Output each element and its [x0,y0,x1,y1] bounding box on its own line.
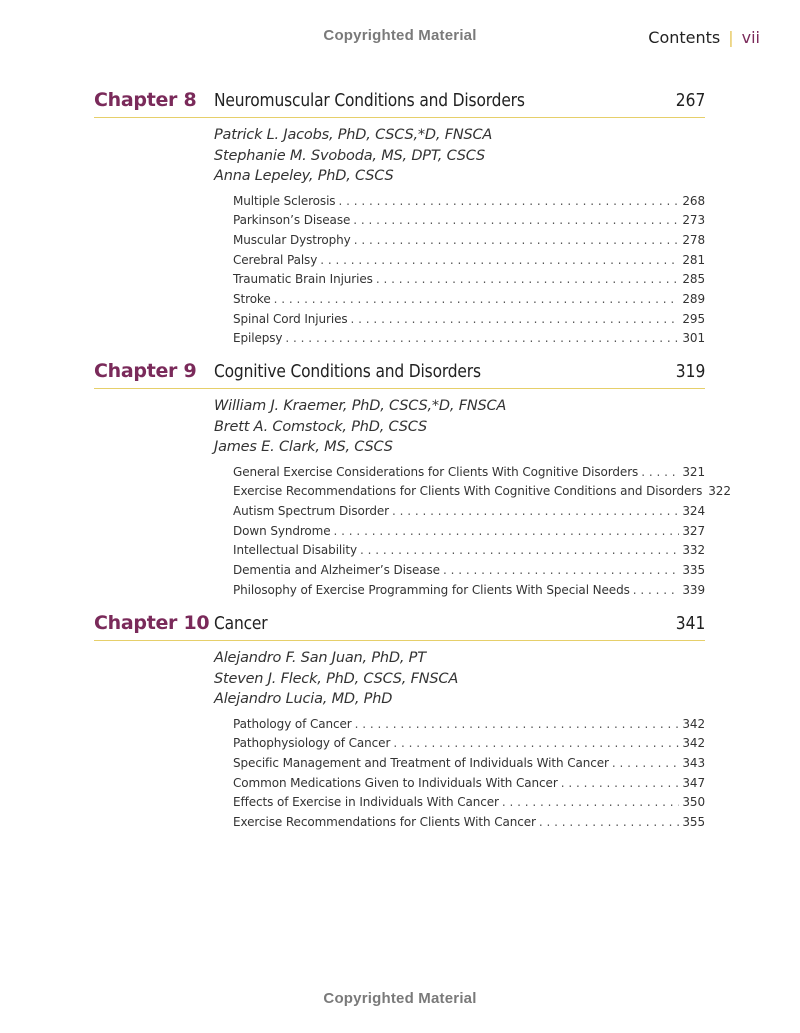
entry-title: Specific Management and Treatment of Individuals With Cancer [233,755,609,770]
entry-page: 332 [682,543,705,558]
dot-leader [353,211,679,231]
toc-entries [233,463,731,601]
copyright-watermark-top: Copyrighted Material [323,27,477,44]
entry-page: 342 [682,736,705,751]
entry-page: 273 [682,213,705,228]
entry-title: Exercise Recommendations for Clients With Cancer [233,815,536,830]
dot-leader [561,774,680,794]
dot-leader [354,231,680,251]
entry-title: Stroke [233,292,271,307]
entry-page: 322 [708,484,731,499]
chapter-page: 267 [675,90,705,111]
toc-entry[interactable] [233,482,731,502]
toc-entry[interactable] [233,463,705,483]
entry-page: 335 [682,563,705,578]
toc-entry[interactable] [233,251,705,271]
page-number: vii [741,28,760,47]
chapter-page: 341 [675,613,705,634]
chapter-10 [94,612,705,833]
author: Anna Lepeley, PhD, CSCS [214,168,394,184]
running-head-separator: | [728,28,734,47]
entry-page: 281 [682,252,705,267]
entry-title: Intellectual Disability [233,543,357,558]
entry-page: 342 [682,716,705,731]
entry-page: 301 [682,331,705,346]
entry-page: 339 [682,582,705,597]
entry-page: 278 [682,232,705,247]
toc-entry[interactable] [233,290,705,310]
copyright-watermark-bottom: Copyrighted Material [323,990,477,1007]
entry-page: 321 [682,464,705,479]
toc-entry[interactable] [233,715,705,735]
dot-leader [443,561,679,581]
author-list [214,125,705,187]
entry-page: 268 [682,193,705,208]
author: Steven J. Fleck, PhD, CSCS, FNSCA [214,670,459,687]
toc-entry[interactable] [233,561,705,581]
author: Patrick L. Jacobs, PhD, CSCS,*D, FNSCA [214,127,493,143]
dot-leader [355,715,680,735]
entry-title: Epilepsy [233,331,283,346]
entry-page: 285 [682,272,705,287]
dot-leader [334,522,680,542]
chapter-label: Chapter 9 [94,360,197,382]
entry-title: Down Syndrome [233,523,331,538]
entry-title: Pathophysiology of Cancer [233,736,391,751]
entry-title: Autism Spectrum Disorder [233,503,389,518]
entry-page: 350 [682,795,705,810]
toc-entry[interactable] [233,774,705,794]
dot-leader [393,734,679,754]
author: Stephanie M. Svoboda, MS, DPT, CSCS [214,147,485,164]
author: James E. Clark, MS, CSCS [214,439,393,455]
toc-entry[interactable] [233,231,705,251]
entry-title: Traumatic Brain Injuries [233,272,373,287]
dot-leader [274,290,680,310]
author-list [214,648,705,710]
dot-leader [320,251,679,271]
chapter-title[interactable]: Cognitive Conditions and Disorders [214,361,481,382]
entry-title: Multiple Sclerosis [233,193,336,208]
entry-page: 324 [682,503,705,518]
chapter-heading [94,89,705,118]
toc-entry[interactable] [233,310,705,330]
entry-title: Exercise Recommendations for Clients With Cognitive Conditions and Disorders [233,484,703,499]
dot-leader [392,502,679,522]
toc-entry[interactable] [233,192,705,212]
chapter-heading [94,612,705,641]
chapter-9 [94,360,731,600]
entry-title: Dementia and Alzheimer’s Disease [233,563,440,578]
entry-page: 355 [682,815,705,830]
running-head-label: Contents [648,28,721,47]
dot-leader [351,310,680,330]
dot-leader [539,813,679,833]
dot-leader [338,192,679,212]
author: Alejandro F. San Juan, PhD, PT [214,650,426,666]
toc-entry[interactable] [233,793,705,813]
dot-leader [633,581,680,601]
toc-entries [233,192,705,350]
chapter-label: Chapter 10 [94,612,210,634]
entry-title: Cerebral Palsy [233,252,318,267]
toc-entry[interactable] [233,541,705,561]
author: Brett A. Comstock, PhD, CSCS [214,418,427,435]
dot-leader [612,754,680,774]
entry-page: 327 [682,523,705,538]
entry-title: Parkinson’s Disease [233,213,351,228]
author: William J. Kraemer, PhD, CSCS,*D, FNSCA [214,398,507,414]
dot-leader [641,463,679,483]
toc-entry[interactable] [233,734,705,754]
toc-entry[interactable] [233,270,705,290]
chapter-label: Chapter 8 [94,89,197,111]
chapter-page: 319 [675,361,705,382]
chapter-8 [94,89,705,349]
dot-leader [376,270,680,290]
toc-entry[interactable] [233,329,705,349]
entry-page: 343 [682,755,705,770]
author: Alejandro Lucia, MD, PhD [214,691,393,707]
entry-title: Effects of Exercise in Individuals With Cancer [233,795,499,810]
toc-entry[interactable] [233,754,705,774]
entry-title: Muscular Dystrophy [233,232,351,247]
toc-entry[interactable] [233,581,705,601]
toc-entry[interactable] [233,502,705,522]
chapter-title[interactable]: Cancer [214,613,268,634]
toc-entries [233,715,705,833]
chapter-heading [94,360,705,389]
dot-leader [285,329,679,349]
entry-title: Pathology of Cancer [233,716,352,731]
entry-title: Common Medications Given to Individuals With Cancer [233,775,558,790]
chapter-title[interactable]: Neuromuscular Conditions and Disorders [214,90,525,111]
toc-entry[interactable] [233,211,705,231]
toc-entry[interactable] [233,522,705,542]
entry-title: Philosophy of Exercise Programming for Clients With Special Needs [233,582,630,597]
entry-page: 289 [682,292,705,307]
toc-entry[interactable] [233,813,705,833]
dot-leader [502,793,680,813]
entry-title: Spinal Cord Injuries [233,311,348,326]
author-list [214,396,705,458]
running-head [648,28,760,47]
entry-page: 295 [682,311,705,326]
entry-page: 347 [682,775,705,790]
entry-title: General Exercise Considerations for Clients With Cognitive Disorders [233,464,639,479]
dot-leader [360,541,679,561]
